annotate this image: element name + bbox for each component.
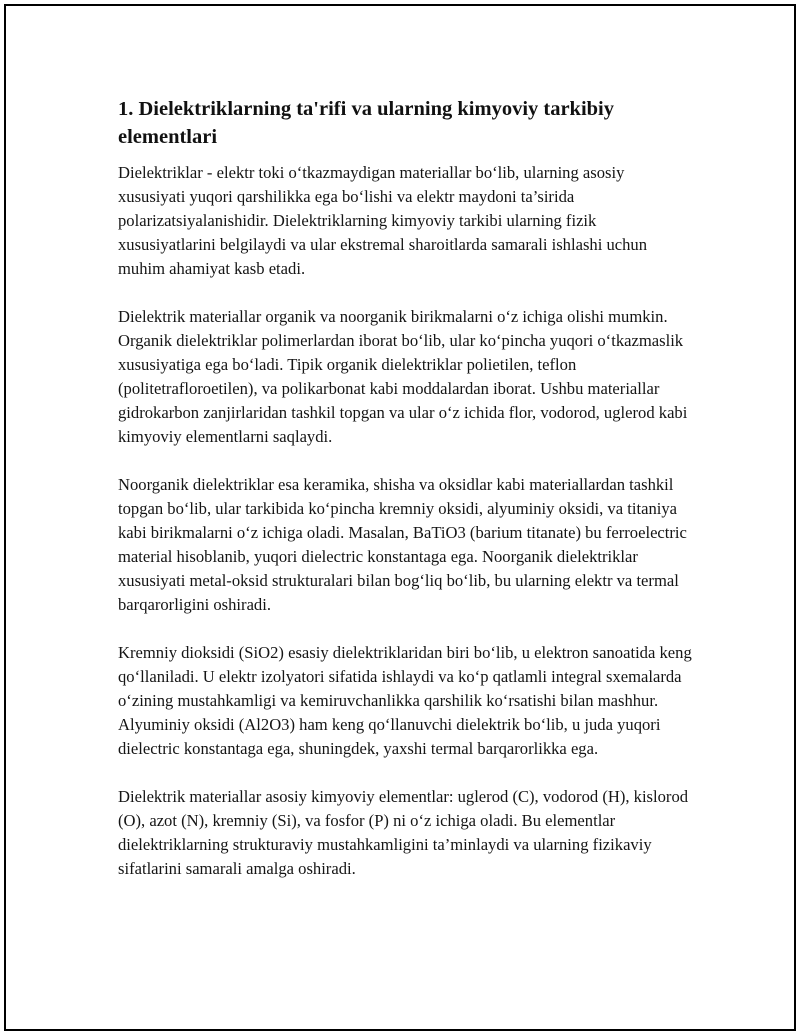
section-heading: 1. Dielektriklarning ta'rifi va ularning kimyoviy tarkibiy elementlari xyxy=(118,98,615,148)
paragraph-inorganic-dielectrics: Noorganik dielektriklar esa keramika, shisha va oksidlar kabi materiallardan tashkil topgan bo‘lib, ular tarkibida ko‘pincha kremniy oksidi, alyuminiy oksidi, va titaniya kabi birikmalarni o‘z ichiga oladi. Masalan, BaTiO3 (barium titanate) bu ferroelectric material hisoblanib, yuqori dielectric konstantaga ega. Noorganik dielektriklar xususiyati metal-oksid strukturalari bilan bog‘liq bo‘lib, bu ularning elektr va termal barqarorligini oshiradi. xyxy=(118,475,687,614)
paragraph-silicon-dioxide: Kremniy dioksidi (SiO2) esasiy dielektriklaridan biri bo‘lib, u elektron sanoatida keng qo‘llaniladi. U elektr izolyatori sifatida ishlaydi va ko‘p qatlamli integral sxemalarda o‘zining mustahkamligi va kemiruvchanlikka qarshilik ko‘rsatishi bilan mashhur. Alyuminiy oksidi (Al2O3) ham keng qo‘llanuvchi dielektrik bo‘lib, u juda yuqori dielectric konstantaga ega, shuningdek, yaxshi termal barqarorlikka ega. xyxy=(118,643,692,758)
paragraph-organic-dielectrics: Dielektrik materiallar organik va noorganik birikmalarni o‘z ichiga olishi mumkin. Organik dielektriklar polimerlardan iborat bo‘lib, ular ko‘pincha yuqori o‘tkazmaslik xususiyatiga ega bo‘ladi. Tipik organik dielektriklar polietilen, teflon (politetrafloroetilen), va polikarbonat kabi moddalardan iborat. Ushbu materiallar gidrokarbon zanjirlaridan tashkil topgan va ular o‘z ichida flor, vodorod, uglerod kabi kimyoviy elementlarni saqlaydi. xyxy=(118,307,688,446)
paragraph-definition: Dielektriklar - elektr toki o‘tkazmaydigan materiallar bo‘lib, ularning asosiy xususiyati yuqori qarshilikka ega bo‘lishi va elektr maydoni ta’sirida polarizatsiyalanishidir. Dielektriklarning kimyoviy tarkibi ularning fizik xususiyatlarini belgilaydi va ular ekstremal sharoitlarda samarali ishlashi uchun muhim ahamiyat kasb etadi. xyxy=(118,163,648,278)
paragraph-chemical-elements: Dielektrik materiallar asosiy kimyoviy elementlar: uglerod (C), vodorod (H), kislorod (O), azot (N), kremniy (Si), va fosfor (P) ni o‘z ichiga oladi. Bu elementlar dielektriklarning strukturaviy mustahkamligini ta’minlaydi va ularning fizikaviy sifatlarini samarali amalga oshiradi. xyxy=(118,787,689,878)
document-body xyxy=(118,95,693,905)
